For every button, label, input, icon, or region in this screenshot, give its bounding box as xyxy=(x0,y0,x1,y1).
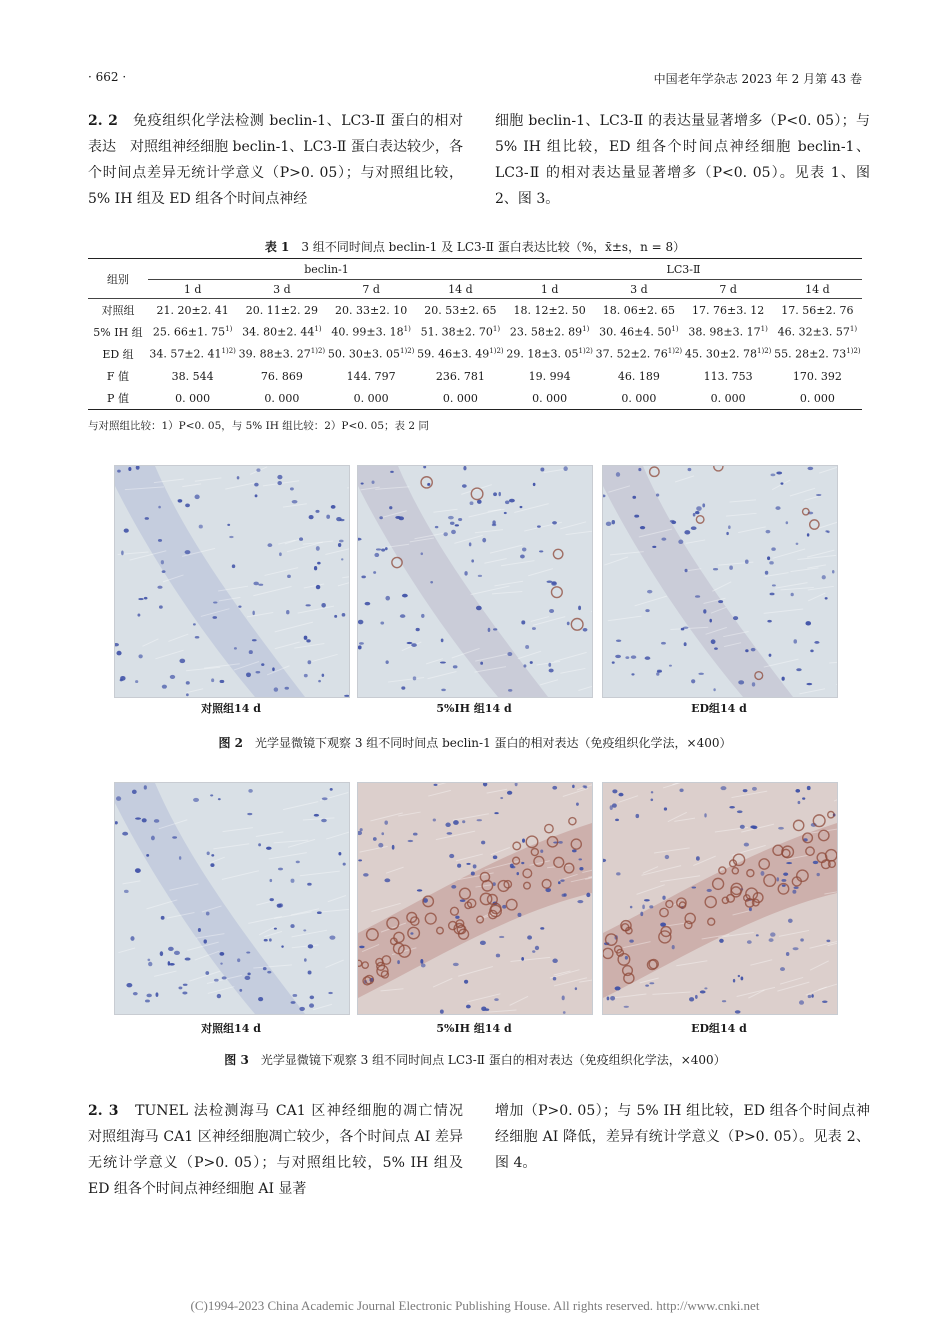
cell-value: 76. 869 xyxy=(260,369,303,383)
cell-value: 30. 46±4. 50 xyxy=(599,325,672,339)
header-day: 1 d xyxy=(148,280,237,299)
table-cell xyxy=(594,365,683,387)
table-cell xyxy=(237,343,326,365)
significance-mark: 1)2) xyxy=(400,347,415,356)
table-cell xyxy=(594,387,683,410)
table-cell xyxy=(505,387,594,410)
table-cell xyxy=(327,321,416,343)
table-cell xyxy=(773,299,862,322)
cell-value: 0. 000 xyxy=(353,391,389,405)
significance-mark: 1)2) xyxy=(221,347,236,356)
cell-value: 50. 30±3. 05 xyxy=(327,347,401,361)
header-lc3: LC3-Ⅱ xyxy=(505,259,862,280)
cell-value: 18. 06±2. 65 xyxy=(602,303,675,317)
cell-value: 39. 88±3. 27 xyxy=(238,347,311,361)
section-2-2-right xyxy=(495,108,870,212)
row-label: P 值 xyxy=(88,387,148,410)
cell-value: 0. 000 xyxy=(621,391,657,405)
cell-value: 0. 000 xyxy=(264,391,300,405)
cell-value: 38. 98±3. 17 xyxy=(688,325,761,339)
table-row xyxy=(88,299,862,322)
cell-value: 18. 12±2. 50 xyxy=(513,303,586,317)
table-cell xyxy=(773,365,862,387)
cell-value: 236. 781 xyxy=(435,369,485,383)
table-cell xyxy=(148,343,237,365)
header-day: 1 d xyxy=(505,280,594,299)
micrograph-label: ED组14 d xyxy=(691,702,747,715)
row-label: 对照组 xyxy=(101,304,135,317)
cell-value: 59. 46±3. 49 xyxy=(417,347,490,361)
table-cell xyxy=(684,365,773,387)
table-cell xyxy=(327,299,416,322)
cell-value: 23. 58±2. 89 xyxy=(509,325,583,339)
table-cell xyxy=(505,321,594,343)
micrograph-ed xyxy=(602,782,838,1015)
page-number: · 662 · xyxy=(88,70,127,84)
table-row xyxy=(88,321,862,343)
header-day: 7 d xyxy=(684,280,773,299)
section-number: 2. 2 xyxy=(88,113,118,129)
cell-value: 29. 18±3. 05 xyxy=(506,347,579,361)
micrograph-label: 对照组14 d xyxy=(201,1022,261,1035)
cell-value: 0. 000 xyxy=(442,391,478,405)
table-cell xyxy=(684,343,773,365)
cell-value: 20. 53±2. 65 xyxy=(424,303,497,317)
header-day: 3 d xyxy=(237,280,326,299)
significance-mark: 1) xyxy=(492,325,501,334)
micrograph-label: 5%IH 组14 d xyxy=(436,702,512,715)
section-number: 2. 3 xyxy=(88,1103,119,1119)
table-cell xyxy=(237,365,326,387)
journal-header: 中国老年学杂志 2023 年 2 月第 43 卷 xyxy=(653,72,862,86)
cell-value: 17. 56±2. 76 xyxy=(781,303,854,317)
row-label: F 值 xyxy=(106,370,130,383)
figure-title: 光学显微镜下观察 3 组不同时间点 beclin-1 蛋白的相对表达（免疫组织化学法，×400） xyxy=(255,736,732,750)
significance-mark: 1)2) xyxy=(846,347,861,356)
significance-mark: 1) xyxy=(403,325,411,334)
significance-mark: 1) xyxy=(671,325,679,334)
significance-mark: 1) xyxy=(582,325,590,334)
table-cell xyxy=(416,299,505,322)
significance-mark: 1)2) xyxy=(757,347,772,356)
table-cell xyxy=(416,387,505,410)
micrograph-label: 5%IH 组14 d xyxy=(436,1022,512,1035)
cell-value: 55. 28±2. 73 xyxy=(774,347,847,361)
table-cell xyxy=(594,321,683,343)
section-text: 免疫组织化学法检测 beclin-1、LC3-Ⅱ 蛋白的相对表达 对照组神经细胞 beclin-1、LC3-Ⅱ 蛋白表达较少，各个时间点差异无统计学意义（P>0. 05）；与对照组比较，5% IH 组及 ED 组各个时间点神经 xyxy=(88,113,464,207)
table-label: 表 1 xyxy=(264,240,290,254)
cell-value: 45. 30±2. 78 xyxy=(684,347,758,361)
header-group-column: 组别 xyxy=(88,259,148,299)
table-cell xyxy=(773,387,862,410)
row-label: ED 组 xyxy=(102,348,134,361)
table-cell xyxy=(148,321,237,343)
table-cell xyxy=(416,343,505,365)
tissue-image xyxy=(603,783,837,1014)
table-row xyxy=(88,343,862,365)
cell-value: 17. 76±3. 12 xyxy=(692,303,765,317)
table-title: 3 组不同时间点 beclin-1 及 LC3-Ⅱ 蛋白表达比较（%，x̄±s，n = 8） xyxy=(301,240,686,254)
section-text: TUNEL 法检测海马 CA1 区神经细胞的凋亡情况 对照组海马 CA1 区神经细胞凋亡较少，各个时间点 AI 差异无统计学意义（P>0. 05）；与对照组比较，5% IH 组及 ED 组各个时间点神经细胞 AI 显著 xyxy=(88,1103,478,1197)
micrograph-ed xyxy=(602,465,838,698)
micrograph-control xyxy=(114,782,350,1015)
section-2-2-left xyxy=(88,108,463,212)
header-day: 14 d xyxy=(773,280,862,299)
data-table xyxy=(88,258,862,410)
tissue-image xyxy=(115,783,349,1014)
cell-value: 46. 189 xyxy=(617,369,660,383)
tissue-image xyxy=(603,466,837,697)
table-cell xyxy=(416,365,505,387)
cell-value: 0. 000 xyxy=(175,391,211,405)
table-row xyxy=(88,365,862,387)
section-text: 细胞 beclin-1、LC3-Ⅱ 的表达量显著增多（P<0. 05）；与 5% IH 组比较，ED 组各个时间点神经细胞 beclin-1、LC3-Ⅱ 的相对表达量显著增多（P<0. 05）。见表 1、图 2、图 3。 xyxy=(495,113,870,207)
cell-value: 0. 000 xyxy=(799,391,835,405)
table-cell xyxy=(327,387,416,410)
cell-value: 20. 33±2. 10 xyxy=(335,303,408,317)
significance-mark: 1)2) xyxy=(667,347,683,356)
significance-mark: 1) xyxy=(849,325,858,334)
header-day: 7 d xyxy=(327,280,416,299)
section-text: 增加（P>0. 05）；与 5% IH 组比较，ED 组各个时间点神经细胞 AI 降低，差异有统计学意义（P>0. 05）。见表 2、图 4。 xyxy=(495,1103,870,1171)
cell-value: 113. 753 xyxy=(703,369,753,383)
cell-value: 37. 52±2. 76 xyxy=(595,347,668,361)
table-cell xyxy=(505,365,594,387)
table-cell xyxy=(684,387,773,410)
cell-value: 38. 544 xyxy=(171,369,214,383)
significance-mark: 1)2) xyxy=(489,347,504,356)
micrograph-control xyxy=(114,465,350,698)
cell-value: 0. 000 xyxy=(532,391,568,405)
table-cell xyxy=(594,299,683,322)
micrograph-5ih xyxy=(357,465,593,698)
figure-title: 光学显微镜下观察 3 组不同时间点 LC3-Ⅱ 蛋白的相对表达（免疫组织化学法，×400） xyxy=(260,1053,726,1067)
table-cell xyxy=(148,299,237,322)
significance-mark: 1) xyxy=(760,325,768,334)
tissue-image xyxy=(358,783,592,1014)
table-cell xyxy=(237,321,326,343)
cell-value: 170. 392 xyxy=(792,369,842,383)
row-label: 5% IH 组 xyxy=(93,326,143,339)
cell-value: 46. 32±3. 57 xyxy=(777,325,850,339)
table-cell xyxy=(237,299,326,322)
table-cell xyxy=(148,365,237,387)
table-cell xyxy=(684,321,773,343)
cell-value: 25. 66±1. 75 xyxy=(152,325,226,339)
micrograph-label: ED组14 d xyxy=(691,1022,747,1035)
table-cell xyxy=(327,365,416,387)
table-footnote: 与对照组比较：1）P<0. 05，与 5% IH 组比较：2）P<0. 05；表 2 同 xyxy=(88,420,429,432)
header-beclin: beclin-1 xyxy=(148,259,505,280)
table-cell xyxy=(327,343,416,365)
table-cell xyxy=(684,299,773,322)
cell-value: 0. 000 xyxy=(710,391,746,405)
section-2-3-left xyxy=(88,1098,478,1202)
significance-mark: 1)2) xyxy=(310,347,326,356)
cell-value: 51. 38±2. 70 xyxy=(420,325,493,339)
figure-caption xyxy=(88,1051,862,1068)
table-cell xyxy=(505,299,594,322)
figure-caption xyxy=(88,734,862,751)
table-cell xyxy=(773,321,862,343)
table-caption xyxy=(88,238,862,255)
micrograph-5ih xyxy=(357,782,593,1015)
copyright-footer: (C)1994-2023 China Academic Journal Electronic Publishing House. All rights reserved. http://www.cnki.net xyxy=(190,1298,760,1313)
header-day: 14 d xyxy=(416,280,505,299)
table-cell xyxy=(148,387,237,410)
cell-value: 20. 11±2. 29 xyxy=(245,303,318,317)
tissue-image xyxy=(358,466,592,697)
micrograph-label: 对照组14 d xyxy=(201,702,261,715)
tissue-image xyxy=(115,466,349,697)
significance-mark: 1) xyxy=(225,325,233,334)
cell-value: 40. 99±3. 18 xyxy=(331,325,404,339)
table-row xyxy=(88,387,862,410)
table-cell xyxy=(416,321,505,343)
significance-mark: 1)2) xyxy=(578,347,593,356)
table-cell xyxy=(237,387,326,410)
header-day: 3 d xyxy=(594,280,683,299)
cell-value: 19. 994 xyxy=(528,369,571,383)
table-cell xyxy=(773,343,862,365)
significance-mark: 1) xyxy=(314,325,322,334)
cell-value: 144. 797 xyxy=(346,369,396,383)
section-2-3-right xyxy=(495,1098,870,1176)
cell-value: 34. 57±2. 41 xyxy=(149,347,222,361)
cell-value: 34. 80±2. 44 xyxy=(242,325,315,339)
table-cell xyxy=(505,343,594,365)
figure-label: 图 3 xyxy=(224,1053,249,1067)
cell-value: 21. 20±2. 41 xyxy=(156,303,229,317)
figure-label: 图 2 xyxy=(218,736,244,750)
table-cell xyxy=(594,343,683,365)
